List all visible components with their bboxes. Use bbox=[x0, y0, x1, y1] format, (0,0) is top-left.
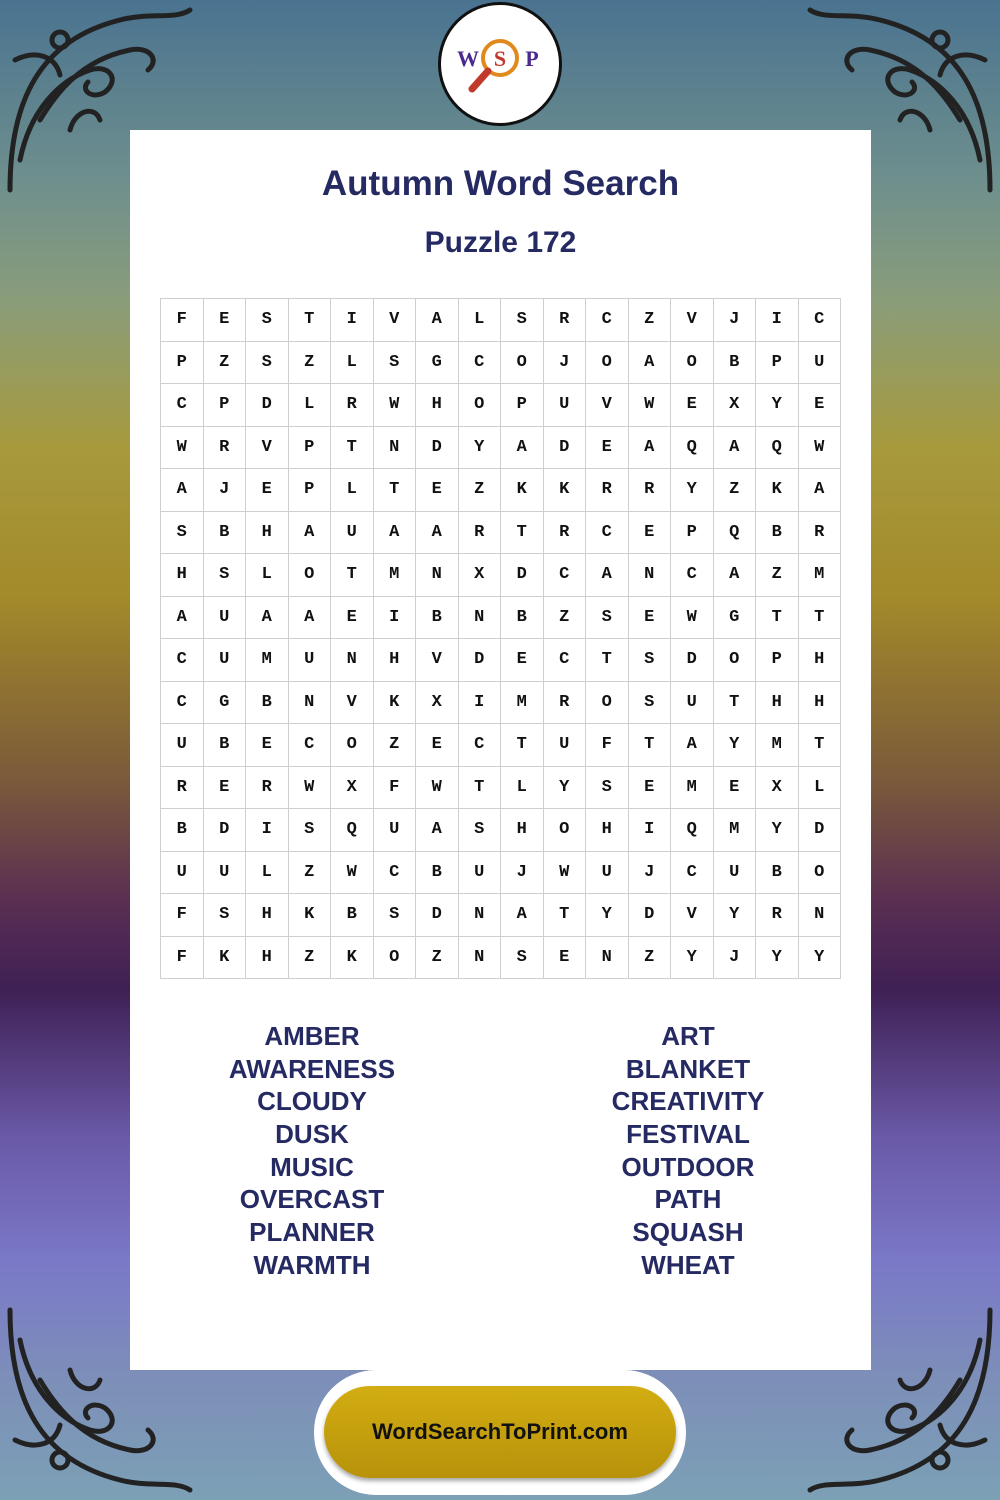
grid-cell[interactable]: V bbox=[671, 299, 714, 342]
grid-cell[interactable]: Y bbox=[459, 427, 502, 470]
grid-cell[interactable]: S bbox=[204, 554, 247, 597]
grid-cell[interactable]: H bbox=[246, 512, 289, 555]
grid-cell[interactable]: C bbox=[799, 299, 842, 342]
grid-cell[interactable]: A bbox=[289, 597, 332, 640]
logo-letter-p: P bbox=[525, 46, 539, 71]
grid-cell[interactable]: C bbox=[289, 724, 332, 767]
grid-cell[interactable]: F bbox=[161, 937, 204, 980]
grid-cell[interactable]: S bbox=[629, 639, 672, 682]
grid-cell[interactable]: O bbox=[544, 809, 587, 852]
grid-cell[interactable]: I bbox=[374, 597, 417, 640]
grid-cell[interactable]: S bbox=[374, 342, 417, 385]
grid-cell[interactable]: Z bbox=[459, 469, 502, 512]
grid-cell[interactable]: E bbox=[204, 299, 247, 342]
grid-cell[interactable]: L bbox=[459, 299, 502, 342]
grid-cell[interactable]: B bbox=[501, 597, 544, 640]
grid-cell[interactable]: D bbox=[246, 384, 289, 427]
grid-cell[interactable]: U bbox=[374, 809, 417, 852]
grid-cell[interactable]: C bbox=[544, 639, 587, 682]
grid-cell[interactable]: N bbox=[459, 894, 502, 937]
magnifier-logo-icon bbox=[450, 14, 550, 114]
grid-cell[interactable]: B bbox=[714, 342, 757, 385]
grid-cell[interactable]: P bbox=[501, 384, 544, 427]
grid-cell[interactable]: P bbox=[756, 639, 799, 682]
grid-cell[interactable]: S bbox=[289, 809, 332, 852]
grid-cell[interactable]: U bbox=[671, 682, 714, 725]
grid-cell[interactable]: O bbox=[671, 342, 714, 385]
word-list-item: DUSK bbox=[275, 1119, 349, 1150]
grid-cell[interactable]: E bbox=[501, 639, 544, 682]
grid-cell[interactable]: F bbox=[161, 299, 204, 342]
grid-cell[interactable]: H bbox=[246, 894, 289, 937]
grid-cell[interactable]: Y bbox=[756, 384, 799, 427]
grid-cell[interactable]: W bbox=[544, 852, 587, 895]
grid-cell[interactable]: J bbox=[714, 937, 757, 980]
grid-cell[interactable]: R bbox=[161, 767, 204, 810]
grid-cell[interactable]: K bbox=[289, 894, 332, 937]
grid-cell[interactable]: T bbox=[501, 724, 544, 767]
grid-cell[interactable]: F bbox=[586, 724, 629, 767]
grid-cell[interactable]: B bbox=[204, 724, 247, 767]
grid-cell[interactable]: H bbox=[799, 639, 842, 682]
grid-cell[interactable]: B bbox=[416, 597, 459, 640]
word-list-item: MUSIC bbox=[270, 1151, 354, 1182]
grid-cell[interactable]: R bbox=[544, 512, 587, 555]
grid-cell[interactable]: O bbox=[799, 852, 842, 895]
word-list-item: PATH bbox=[654, 1184, 722, 1215]
grid-cell[interactable]: X bbox=[331, 767, 374, 810]
grid-cell[interactable]: Z bbox=[629, 299, 672, 342]
grid-cell[interactable]: U bbox=[544, 724, 587, 767]
grid-cell[interactable]: U bbox=[204, 597, 247, 640]
grid-cell[interactable]: S bbox=[204, 894, 247, 937]
grid-cell[interactable]: E bbox=[246, 469, 289, 512]
grid-cell[interactable]: L bbox=[246, 554, 289, 597]
grid-cell[interactable]: J bbox=[544, 342, 587, 385]
grid-cell[interactable]: M bbox=[799, 554, 842, 597]
grid-cell[interactable]: G bbox=[204, 682, 247, 725]
grid-cell[interactable]: L bbox=[289, 384, 332, 427]
grid-cell[interactable]: W bbox=[671, 597, 714, 640]
word-list-item: CREATIVITY bbox=[611, 1086, 765, 1117]
grid-cell[interactable]: D bbox=[544, 427, 587, 470]
website-link[interactable]: WordSearchToPrint.com bbox=[324, 1386, 676, 1478]
grid-cell[interactable]: K bbox=[204, 937, 247, 980]
grid-cell[interactable]: M bbox=[374, 554, 417, 597]
grid-cell[interactable]: R bbox=[586, 469, 629, 512]
grid-cell[interactable]: Y bbox=[799, 937, 842, 980]
grid-cell[interactable]: T bbox=[629, 724, 672, 767]
grid-cell[interactable]: U bbox=[161, 852, 204, 895]
grid-cell[interactable]: T bbox=[374, 469, 417, 512]
grid-cell[interactable]: U bbox=[714, 852, 757, 895]
grid-cell[interactable]: D bbox=[799, 809, 842, 852]
grid-cell[interactable]: Q bbox=[756, 427, 799, 470]
grid-cell[interactable]: A bbox=[416, 512, 459, 555]
grid-cell[interactable]: S bbox=[246, 342, 289, 385]
grid-cell[interactable]: H bbox=[586, 809, 629, 852]
grid-cell[interactable]: R bbox=[544, 682, 587, 725]
grid-cell[interactable]: E bbox=[586, 427, 629, 470]
grid-cell[interactable]: B bbox=[756, 852, 799, 895]
grid-cell[interactable]: C bbox=[459, 724, 502, 767]
grid-cell[interactable]: A bbox=[799, 469, 842, 512]
grid-cell[interactable]: P bbox=[289, 469, 332, 512]
grid-cell[interactable]: R bbox=[756, 894, 799, 937]
grid-cell[interactable]: S bbox=[586, 767, 629, 810]
grid-cell[interactable]: K bbox=[374, 682, 417, 725]
letter-grid bbox=[160, 298, 841, 979]
grid-cell[interactable]: H bbox=[161, 554, 204, 597]
grid-cell[interactable]: E bbox=[629, 597, 672, 640]
grid-cell[interactable]: U bbox=[799, 342, 842, 385]
grid-cell[interactable]: S bbox=[629, 682, 672, 725]
grid-cell[interactable]: U bbox=[204, 852, 247, 895]
grid-cell[interactable]: J bbox=[204, 469, 247, 512]
grid-cell[interactable]: A bbox=[586, 554, 629, 597]
grid-cell[interactable]: T bbox=[331, 554, 374, 597]
grid-cell[interactable]: Z bbox=[289, 852, 332, 895]
grid-cell[interactable]: W bbox=[161, 427, 204, 470]
word-list-item: WARMTH bbox=[253, 1249, 371, 1280]
grid-cell[interactable]: J bbox=[629, 852, 672, 895]
grid-cell[interactable]: N bbox=[586, 937, 629, 980]
grid-cell[interactable]: H bbox=[246, 937, 289, 980]
grid-cell[interactable]: R bbox=[246, 767, 289, 810]
word-list-item: WHEAT bbox=[641, 1249, 735, 1280]
grid-cell[interactable]: W bbox=[799, 427, 842, 470]
grid-cell[interactable]: T bbox=[501, 512, 544, 555]
grid-cell[interactable]: T bbox=[289, 299, 332, 342]
grid-cell[interactable]: Z bbox=[714, 469, 757, 512]
grid-cell[interactable]: X bbox=[714, 384, 757, 427]
grid-cell[interactable]: V bbox=[246, 427, 289, 470]
grid-cell[interactable]: Y bbox=[714, 894, 757, 937]
grid-cell[interactable]: A bbox=[714, 554, 757, 597]
grid-cell[interactable]: O bbox=[501, 342, 544, 385]
grid-cell[interactable]: Z bbox=[204, 342, 247, 385]
grid-cell[interactable]: O bbox=[289, 554, 332, 597]
grid-cell[interactable]: N bbox=[331, 639, 374, 682]
grid-cell[interactable]: I bbox=[331, 299, 374, 342]
grid-cell[interactable]: S bbox=[501, 299, 544, 342]
grid-cell[interactable]: B bbox=[161, 809, 204, 852]
grid-cell[interactable]: Y bbox=[756, 937, 799, 980]
grid-cell[interactable]: R bbox=[799, 512, 842, 555]
word-list-item: OUTDOOR bbox=[621, 1151, 755, 1182]
grid-cell[interactable]: Y bbox=[586, 894, 629, 937]
grid-cell[interactable]: W bbox=[331, 852, 374, 895]
grid-cell[interactable]: R bbox=[331, 384, 374, 427]
grid-cell[interactable]: C bbox=[161, 384, 204, 427]
grid-cell[interactable]: A bbox=[416, 299, 459, 342]
grid-cell[interactable]: D bbox=[671, 639, 714, 682]
grid-cell[interactable]: T bbox=[586, 639, 629, 682]
grid-cell[interactable]: F bbox=[161, 894, 204, 937]
word-list-item: OVERCAST bbox=[239, 1184, 385, 1215]
grid-cell[interactable]: A bbox=[374, 512, 417, 555]
grid-cell[interactable]: D bbox=[629, 894, 672, 937]
grid-cell[interactable]: Y bbox=[544, 767, 587, 810]
grid-cell[interactable]: L bbox=[501, 767, 544, 810]
grid-cell[interactable]: R bbox=[204, 427, 247, 470]
grid-cell[interactable]: Z bbox=[544, 597, 587, 640]
grid-cell[interactable]: E bbox=[629, 767, 672, 810]
grid-cell[interactable]: R bbox=[629, 469, 672, 512]
grid-cell[interactable]: A bbox=[714, 427, 757, 470]
grid-cell[interactable]: G bbox=[714, 597, 757, 640]
word-list-right bbox=[528, 1020, 848, 1282]
grid-cell[interactable]: Z bbox=[416, 937, 459, 980]
grid-cell[interactable]: V bbox=[331, 682, 374, 725]
grid-cell[interactable]: E bbox=[544, 937, 587, 980]
grid-cell[interactable]: V bbox=[374, 299, 417, 342]
grid-cell[interactable]: H bbox=[756, 682, 799, 725]
grid-cell[interactable]: E bbox=[204, 767, 247, 810]
grid-cell[interactable]: E bbox=[416, 724, 459, 767]
grid-cell[interactable]: O bbox=[586, 342, 629, 385]
word-list-item: BLANKET bbox=[625, 1053, 751, 1084]
grid-cell[interactable]: T bbox=[544, 894, 587, 937]
grid-cell[interactable]: Q bbox=[671, 809, 714, 852]
grid-cell[interactable]: A bbox=[289, 512, 332, 555]
grid-cell[interactable]: B bbox=[416, 852, 459, 895]
grid-cell[interactable]: U bbox=[544, 384, 587, 427]
grid-cell[interactable]: L bbox=[331, 469, 374, 512]
grid-cell[interactable]: K bbox=[544, 469, 587, 512]
grid-cell[interactable]: Q bbox=[671, 427, 714, 470]
word-list-item: PLANNER bbox=[249, 1217, 375, 1248]
grid-cell[interactable]: V bbox=[586, 384, 629, 427]
grid-cell[interactable]: H bbox=[799, 682, 842, 725]
grid-cell[interactable]: H bbox=[374, 639, 417, 682]
grid-cell[interactable]: D bbox=[416, 894, 459, 937]
grid-cell[interactable]: N bbox=[629, 554, 672, 597]
grid-cell[interactable]: M bbox=[501, 682, 544, 725]
grid-cell[interactable]: Y bbox=[714, 724, 757, 767]
grid-cell[interactable]: M bbox=[714, 809, 757, 852]
word-list-item: AMBER bbox=[264, 1021, 360, 1051]
grid-cell[interactable]: K bbox=[501, 469, 544, 512]
word-list-item: AWARENESS bbox=[228, 1053, 396, 1084]
grid-cell[interactable]: U bbox=[331, 512, 374, 555]
grid-cell[interactable]: T bbox=[799, 724, 842, 767]
grid-cell[interactable]: X bbox=[459, 554, 502, 597]
grid-cell[interactable]: U bbox=[459, 852, 502, 895]
grid-cell[interactable]: Z bbox=[629, 937, 672, 980]
grid-cell[interactable]: Z bbox=[756, 554, 799, 597]
grid-cell[interactable]: C bbox=[671, 554, 714, 597]
grid-cell[interactable]: E bbox=[416, 469, 459, 512]
grid-cell[interactable]: E bbox=[246, 724, 289, 767]
grid-cell[interactable]: P bbox=[671, 512, 714, 555]
grid-cell[interactable]: T bbox=[756, 597, 799, 640]
word-list-left bbox=[152, 1020, 472, 1282]
grid-cell[interactable]: A bbox=[629, 427, 672, 470]
grid-cell[interactable]: N bbox=[416, 554, 459, 597]
grid-cell[interactable]: O bbox=[714, 639, 757, 682]
grid-cell[interactable]: O bbox=[459, 384, 502, 427]
grid-cell[interactable]: L bbox=[331, 342, 374, 385]
grid-cell[interactable]: A bbox=[246, 597, 289, 640]
grid-cell[interactable]: W bbox=[629, 384, 672, 427]
word-list-item: FESTIVAL bbox=[626, 1119, 750, 1150]
grid-cell[interactable]: P bbox=[161, 342, 204, 385]
grid-cell[interactable]: P bbox=[756, 342, 799, 385]
grid-cell[interactable]: A bbox=[161, 469, 204, 512]
grid-cell[interactable]: A bbox=[671, 724, 714, 767]
grid-cell[interactable]: J bbox=[714, 299, 757, 342]
grid-cell[interactable]: S bbox=[246, 299, 289, 342]
grid-cell[interactable]: X bbox=[416, 682, 459, 725]
grid-cell[interactable]: A bbox=[161, 597, 204, 640]
grid-cell[interactable]: E bbox=[331, 597, 374, 640]
grid-cell[interactable]: C bbox=[671, 852, 714, 895]
grid-cell[interactable]: V bbox=[671, 894, 714, 937]
grid-cell[interactable]: T bbox=[331, 427, 374, 470]
grid-cell[interactable]: N bbox=[459, 597, 502, 640]
logo-letter-s: S bbox=[493, 46, 507, 71]
grid-cell[interactable]: L bbox=[246, 852, 289, 895]
grid-cell[interactable]: H bbox=[501, 809, 544, 852]
wsp-logo[interactable] bbox=[438, 2, 562, 126]
grid-cell[interactable]: C bbox=[459, 342, 502, 385]
grid-cell[interactable]: B bbox=[756, 512, 799, 555]
grid-cell[interactable]: S bbox=[586, 597, 629, 640]
grid-cell[interactable]: C bbox=[586, 512, 629, 555]
grid-cell[interactable]: M bbox=[246, 639, 289, 682]
grid-cell[interactable]: Z bbox=[289, 342, 332, 385]
grid-cell[interactable]: H bbox=[416, 384, 459, 427]
grid-cell[interactable]: P bbox=[289, 427, 332, 470]
grid-cell[interactable]: C bbox=[586, 299, 629, 342]
grid-cell[interactable]: C bbox=[161, 639, 204, 682]
grid-cell[interactable]: I bbox=[629, 809, 672, 852]
grid-cell[interactable]: E bbox=[714, 767, 757, 810]
grid-cell[interactable]: I bbox=[756, 299, 799, 342]
grid-cell[interactable]: C bbox=[161, 682, 204, 725]
grid-cell[interactable]: N bbox=[799, 894, 842, 937]
grid-cell[interactable]: A bbox=[501, 427, 544, 470]
puzzle-sheet bbox=[130, 130, 871, 1370]
grid-cell[interactable]: R bbox=[544, 299, 587, 342]
grid-cell[interactable]: J bbox=[501, 852, 544, 895]
grid-cell[interactable]: G bbox=[416, 342, 459, 385]
grid-cell[interactable]: C bbox=[374, 852, 417, 895]
grid-cell[interactable]: E bbox=[799, 384, 842, 427]
grid-cell[interactable]: Z bbox=[374, 724, 417, 767]
grid-cell[interactable]: T bbox=[799, 597, 842, 640]
grid-cell[interactable]: S bbox=[374, 894, 417, 937]
page-title: Autumn Word Search bbox=[321, 164, 680, 203]
grid-cell[interactable]: W bbox=[416, 767, 459, 810]
grid-cell[interactable]: A bbox=[629, 342, 672, 385]
puzzle-number: Puzzle 172 bbox=[424, 226, 577, 259]
grid-cell[interactable]: U bbox=[204, 639, 247, 682]
grid-cell[interactable]: R bbox=[459, 512, 502, 555]
grid-cell[interactable]: U bbox=[586, 852, 629, 895]
grid-cell[interactable]: Y bbox=[671, 469, 714, 512]
grid-cell[interactable]: C bbox=[544, 554, 587, 597]
grid-cell[interactable]: B bbox=[204, 512, 247, 555]
grid-cell[interactable]: K bbox=[756, 469, 799, 512]
grid-cell[interactable]: W bbox=[289, 767, 332, 810]
grid-cell[interactable]: I bbox=[246, 809, 289, 852]
grid-cell[interactable]: P bbox=[204, 384, 247, 427]
grid-cell[interactable]: S bbox=[459, 809, 502, 852]
grid-cell[interactable]: W bbox=[374, 384, 417, 427]
grid-cell[interactable]: Y bbox=[756, 809, 799, 852]
grid-cell[interactable]: Y bbox=[671, 937, 714, 980]
word-list-item: CLOUDY bbox=[257, 1086, 367, 1117]
grid-cell[interactable]: D bbox=[459, 639, 502, 682]
grid-cell[interactable]: S bbox=[161, 512, 204, 555]
grid-cell[interactable]: I bbox=[459, 682, 502, 725]
grid-cell[interactable]: U bbox=[289, 639, 332, 682]
grid-cell[interactable]: Q bbox=[714, 512, 757, 555]
grid-cell[interactable]: B bbox=[246, 682, 289, 725]
grid-cell[interactable]: E bbox=[671, 384, 714, 427]
grid-cell[interactable]: M bbox=[756, 724, 799, 767]
word-list-item: SQUASH bbox=[632, 1217, 744, 1248]
grid-cell[interactable]: V bbox=[416, 639, 459, 682]
grid-cell[interactable]: O bbox=[331, 724, 374, 767]
grid-cell[interactable]: K bbox=[331, 937, 374, 980]
grid-cell[interactable]: T bbox=[714, 682, 757, 725]
grid-cell[interactable]: S bbox=[501, 937, 544, 980]
grid-cell[interactable]: X bbox=[756, 767, 799, 810]
grid-cell[interactable]: Z bbox=[289, 937, 332, 980]
grid-cell[interactable]: D bbox=[501, 554, 544, 597]
grid-cell[interactable]: B bbox=[331, 894, 374, 937]
grid-cell[interactable]: N bbox=[374, 427, 417, 470]
grid-cell[interactable]: N bbox=[289, 682, 332, 725]
grid-cell[interactable]: M bbox=[671, 767, 714, 810]
grid-cell[interactable]: O bbox=[374, 937, 417, 980]
grid-cell[interactable]: N bbox=[459, 937, 502, 980]
grid-cell[interactable]: O bbox=[586, 682, 629, 725]
grid-cell[interactable]: E bbox=[629, 512, 672, 555]
grid-cell[interactable]: L bbox=[799, 767, 842, 810]
grid-cell[interactable]: D bbox=[204, 809, 247, 852]
word-list-item: ART bbox=[661, 1021, 715, 1051]
grid-cell[interactable]: Q bbox=[331, 809, 374, 852]
logo-letter-w: W bbox=[457, 46, 479, 71]
grid-cell[interactable]: A bbox=[501, 894, 544, 937]
grid-cell[interactable]: A bbox=[416, 809, 459, 852]
grid-cell[interactable]: U bbox=[161, 724, 204, 767]
grid-cell[interactable]: T bbox=[459, 767, 502, 810]
grid-cell[interactable]: D bbox=[416, 427, 459, 470]
grid-cell[interactable]: F bbox=[374, 767, 417, 810]
